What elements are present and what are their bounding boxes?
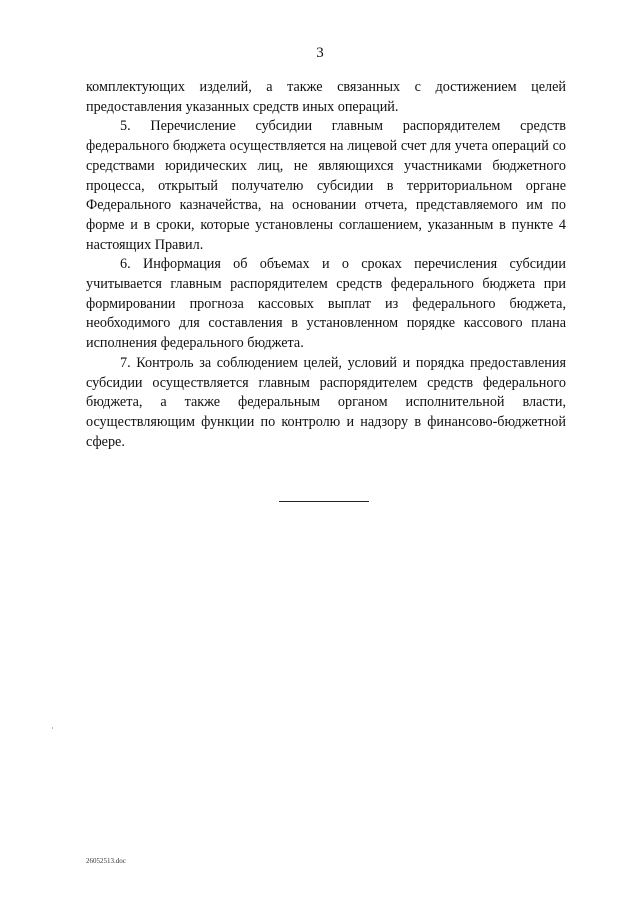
footer-file-code: 26052513.doc — [86, 857, 126, 865]
paragraph-item-6: 6. Информация об объемах и о сроках перечисления субсидии учитывается главным распорядителем средств федерального бюджета при формировании прогноза кассовых выплат из федерального бюджета, необходимого для составления в установленном порядке кассового плана исполнения федерального бюджета. — [86, 256, 566, 352]
document-body — [86, 78, 566, 452]
paragraph-item-7: 7. Контроль за соблюдением целей, условий и порядка предоставления субсидии осуществляется главным распорядителем средств федерального бюджета, а также федеральным органом исполнительной власти, осуществляющим функции по контролю и надзору в финансово-бюджетной сфере. — [86, 354, 566, 450]
paragraph-continuation: комплектующих изделий, а также связанных с достижением целей предоставления указанных средств иных операций. — [86, 79, 566, 115]
margin-mark — [52, 727, 53, 729]
end-separator-line — [279, 501, 369, 502]
paragraph-item-5: 5. Перечисление субсидии главным распорядителем средств федерального бюджета осуществляется на лицевой счет для учета операций со средствами юридических лиц, не являющихся участниками бюджетного процесса, открытый получателю субсидии в территориальном органе Федерального казначейства, на основании отчета, представляемого им по форме и в сроки, которые установлены соглашением, указанным в пункте 4 настоящих Правил. — [86, 118, 566, 253]
page-number: 3 — [316, 45, 324, 61]
